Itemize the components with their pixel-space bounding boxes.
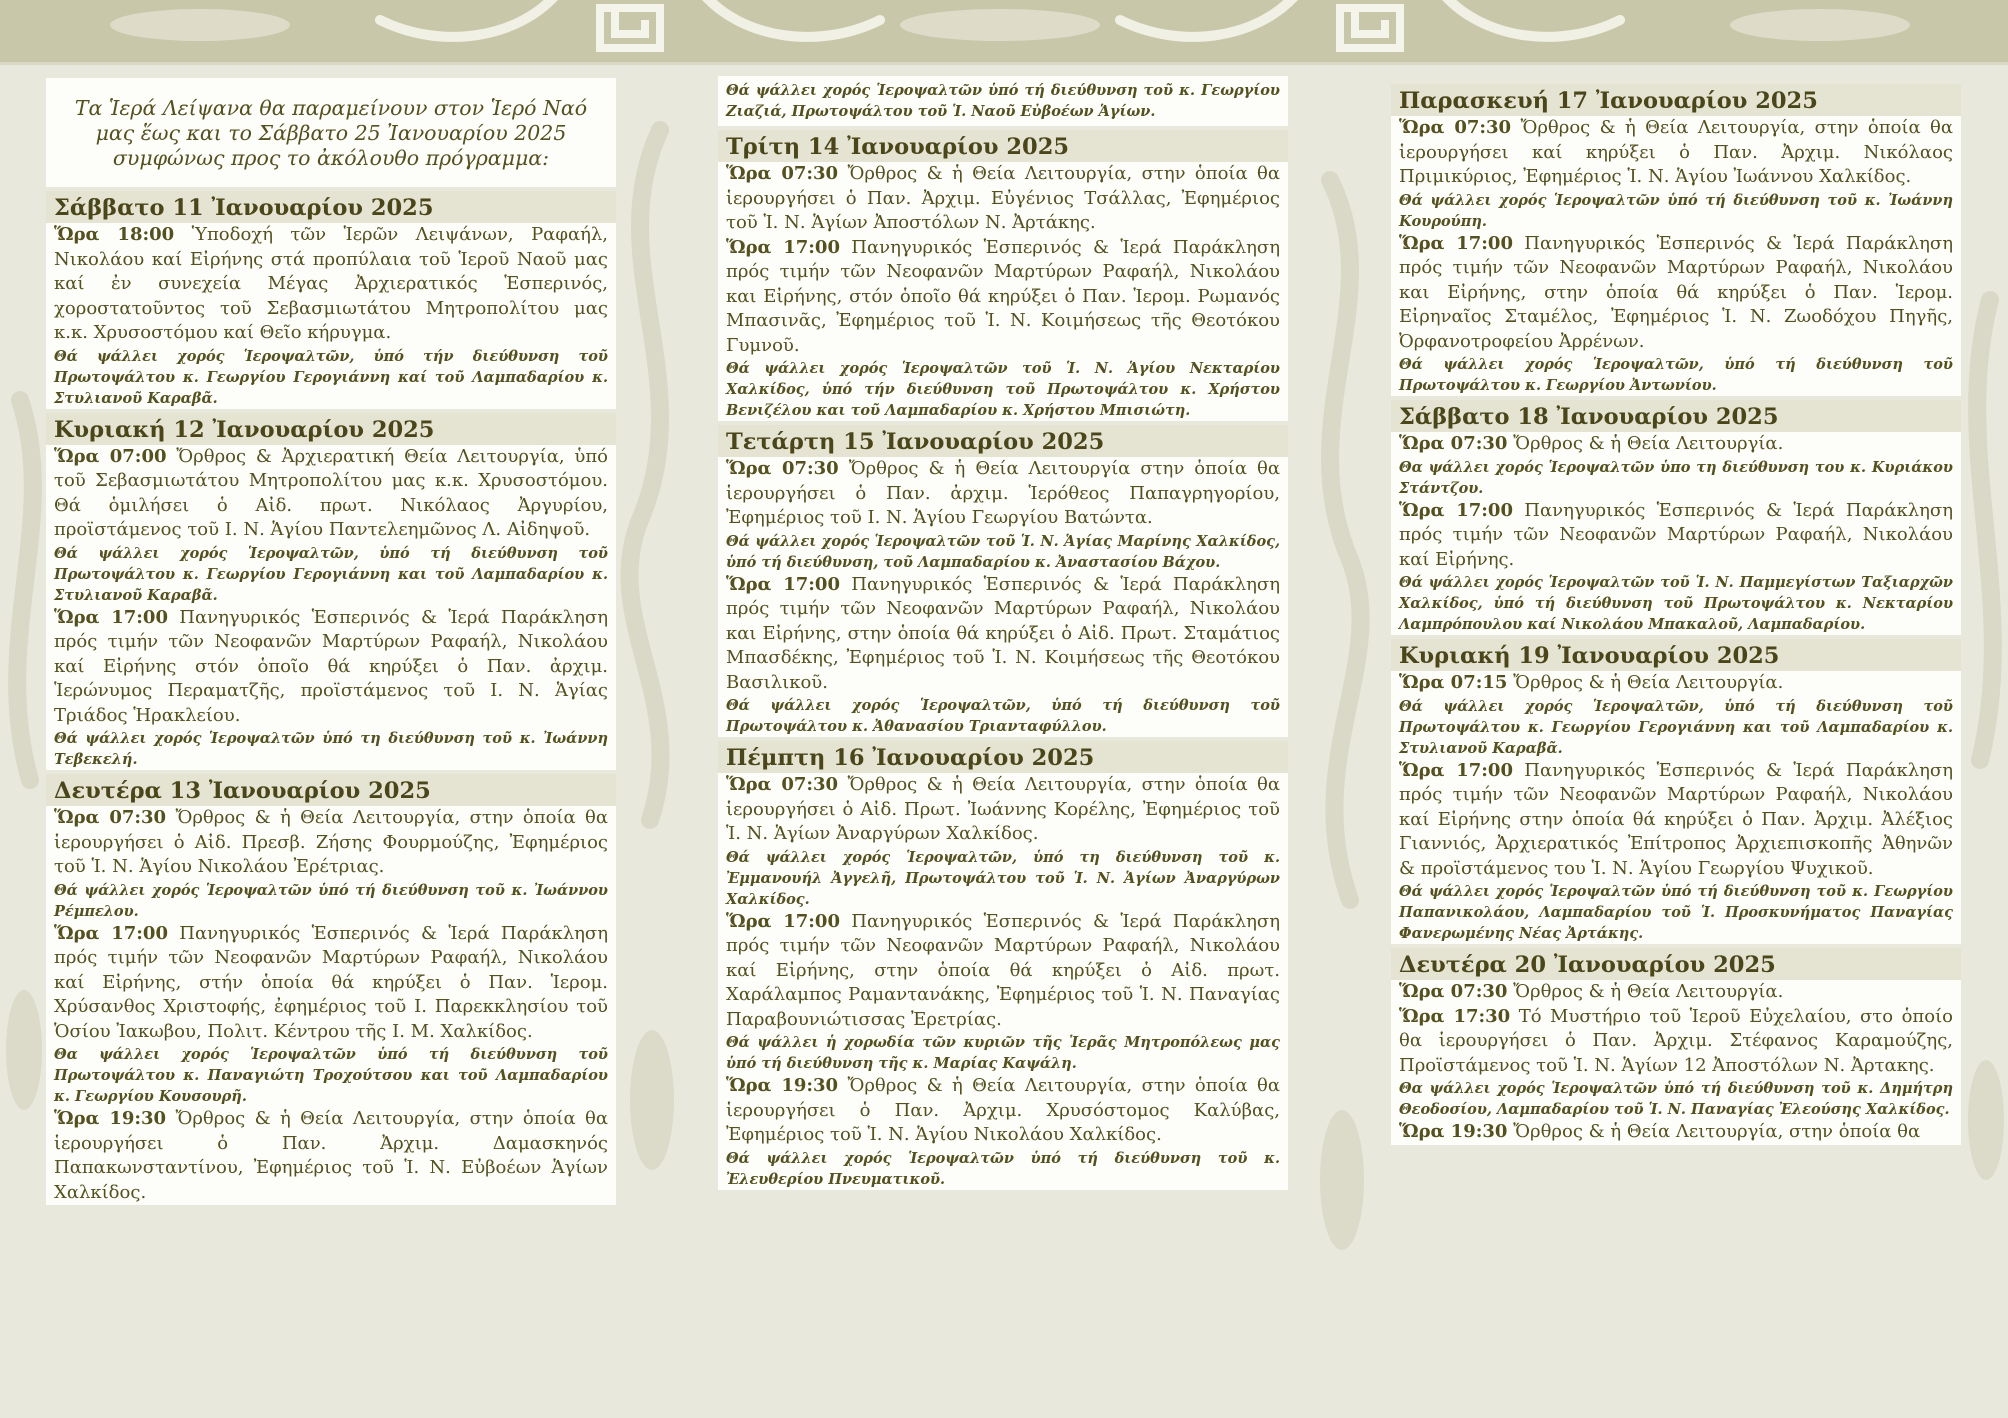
day-title: Σάββατο 11 Ἰανουαρίου 2025 bbox=[46, 191, 616, 223]
service-entry: Ὥρα 17:00 Πανηγυρικός Ἑσπερινός & Ἱερά Παράκληση πρός τιμήν τῶν Νεοφανῶν Μαρτύρων Ραφαήλ, Νικολάου καί Εἰρήνης. bbox=[1391, 499, 1961, 573]
greek-ornament-icon bbox=[0, 0, 2008, 62]
choir-note: Θά ψάλλει χορός Ἱεροψαλτῶν τοῦ Ἱ. Ν. Ἁγίας Μαρίνης Χαλκίδος, ὑπό τή διεύθυνση, τοῦ Λαμπαδαρίου κ. Ἀναστασίου Βάχου. bbox=[718, 531, 1288, 573]
choir-note: Θά ψάλλει ἡ χορωδία τῶν κυριῶν τῆς Ἱερᾶς Μητροπόλεως μας ὑπό τή διεύθυνση τῆς κ. Μαρίας Καψάλη. bbox=[718, 1032, 1288, 1074]
choir-note: Θά ψάλλει χορός Ἱεροψαλτῶν ὑπό τή διεύθυνση τοῦ κ. Γεωργίου Ζιαζιά, Πρωτοψάλτου τοῦ Ἱ. Ναοῦ Εὐβοέων Ἁγίων. bbox=[718, 76, 1288, 126]
service-entry: Ὥρα 07:00 Ὄρθρος & Ἀρχιερατική Θεία Λειτουργία, ὑπό τοῦ Σεβασμιωτάτου Μητροπολίτου μας κ.κ. Χρυσοστόμου. Θά ὁμιλήσει ὁ Αἰδ. πρωτ. Νικόλαος Ἀργυρίου, προϊστάμενος τοῦ Ι. Ν. Ἁγίου Παντελεημῶνος Λ. Αἰδηψοῦ. bbox=[46, 445, 616, 543]
service-entry: Ὥρα 17:00 Πανηγυρικός Ἑσπερινός & Ἱερά Παράκληση πρός τιμήν τῶν Νεοφανῶν Μαρτύρων Ραφαήλ, Νικολάου και Εἰρήνης, στην ὁποία θά κηρύξει ὁ Αἰδ. Πρωτ. Σταμάτιος Μπασδέκης, Ἐφημέριος τοῦ Ἱ. Ν. Κοιμήσεως τῆς Θεοτόκου Βασιλικοῦ. bbox=[718, 573, 1288, 696]
day-title: Σάββατο 18 Ἰανουαρίου 2025 bbox=[1391, 400, 1961, 432]
day-section bbox=[46, 413, 616, 771]
day-section bbox=[1391, 639, 1961, 944]
service-entry: Ὥρα 19:30 Ὄρθρος & ἡ Θεία Λειτουργία, στην ὁποία θα ἱερουργήσει ὁ Παν. Ἀρχιμ. Δαμασκηνός Παπακωνσταντίνου, Ἐφημέριος τοῦ Ἱ. Ν. Εὐβοέων Ἁγίων Χαλκίδος. bbox=[46, 1107, 616, 1205]
service-entry: Ὥρα 07:30 Ὄρθρος & ἡ Θεία Λειτουργία, στην ὁποία θα ἱερουργήσει ὁ Αἰδ. Πρεσβ. Ζήσης Φουρμούζης, Ἐφημέριος τοῦ Ἱ. Ν. Ἁγίου Νικολάου Ἐρέτριας. bbox=[46, 806, 616, 880]
choir-note: Θά ψάλλει χορός Ἱεροψαλτῶν ὑπό τή διεύθυνση τοῦ κ. Γεωργίου Παπανικολάου, Λαμπαδαρίου τοῦ Ἱ. Προσκυνήματος Παναγίας Φανερωμένης Νέας Ἀρτάκης. bbox=[1391, 881, 1961, 944]
day-section bbox=[1391, 948, 1961, 1145]
choir-note: Θά ψάλλει χορός Ἱεροψαλτῶν, ὑπό τή διεύθυνση τοῦ Πρωτοψάλτου κ. Γεωργίου Γερογιάννη και τοῦ Λαμπαδαρίου κ. Στυλιανοῦ Καραβᾶ. bbox=[1391, 696, 1961, 759]
service-entry: Ὥρα 07:30 Ὄρθρος & ἡ Θεία Λειτουργία. bbox=[1391, 432, 1961, 457]
service-entry: Ὥρα 07:15 Ὄρθρος & ἡ Θεία Λειτουργία. bbox=[1391, 671, 1961, 696]
day-title: Παρασκευή 17 Ἰανουαρίου 2025 bbox=[1391, 84, 1961, 116]
service-entry: Ὥρα 19:30 Ὄρθρος & ἡ Θεία Λειτουργία, στην ὁποία θα bbox=[1391, 1120, 1961, 1145]
service-entry: Ὥρα 17:30 Τό Μυστήριο τοῦ Ἱεροῦ Εὐχελαίου, στο ὁποίο θα ἱερουργήσει ὁ Παν. Ἀρχιμ. Στέφανος Καραμούζης, Προϊστάμενος τοῦ Ἱ. Ν. Ἁγίων 12 Ἀποστόλων Ν. Ἀρτακης. bbox=[1391, 1005, 1961, 1079]
choir-note: Θά ψάλλει χορός Ἱεροψαλτῶν, ὑπό τή διεύθυνση τοῦ Πρωτοψάλτου κ. Ἀθανασίου Τριανταφύλλου. bbox=[718, 695, 1288, 737]
choir-note: Θά ψάλλει χορός Ἱεροψαλτῶν, ὑπό τη διεύθυνση τοῦ κ. Ἐμμανουήλ Ἀγγελῆ, Πρωτοψάλτου τοῦ Ἱ. Ν. Ἁγίων Ἀναργύρων Χαλκίδος. bbox=[718, 847, 1288, 910]
service-entry: Ὥρα 17:00 Πανηγυρικός Ἑσπερινός & Ἱερά Παράκληση πρός τιμήν τῶν Νεοφανῶν Μαρτύρων Ραφαήλ, Νικολάου καί Εἰρήνης στόν ὁποῖο θά κηρύξει ὁ Παν. ἀρχιμ. Ἱερώνυμος Περαματζῆς, προϊστάμενος τοῦ Ι. Ν. Ἁγίας Τριάδος Ἡρακλείου. bbox=[46, 606, 616, 729]
choir-note: Θά ψάλλει χορός Ἱεροψαλτῶν τοῦ Ἱ. Ν. Παμμεγίστων Ταξιαρχῶν Χαλκίδος, ὑπό τή διεύθυνση τοῦ Πρωτοψάλτου κ. Νεκταρίου Λαμπρόπουλου καί Νικολάου Μπακαλοῦ, Λαμπαδαρίου. bbox=[1391, 572, 1961, 635]
day-title: Τρίτη 14 Ἰανουαρίου 2025 bbox=[718, 130, 1288, 162]
choir-note: Θα ψάλλει χορός Ἱεροψαλτῶν ὑπό τή διεύθυνση τοῦ Πρωτοψάλτου κ. Παναγιώτη Τροχούτσου και τοῦ Λαμπαδαρίου κ. Γεωργίου Κουσουρῆ. bbox=[46, 1044, 616, 1107]
day-title: Κυριακή 19 Ἰανουαρίου 2025 bbox=[1391, 639, 1961, 671]
choir-note: Θά ψάλλει χορός Ἱεροψαλτῶν ὑπό τή διεύθυνση τοῦ κ. Ἰωάννου Ρέμπελου. bbox=[46, 880, 616, 922]
schedule-column-2 bbox=[718, 62, 1288, 1418]
service-entry: Ὥρα 07:30 Ὄρθρος & ἡ Θεία Λειτουργία, στην ὁποία θα ἱερουργήσει καί κηρύξει ὁ Παν. Ἀρχιμ. Νικόλαος Πριμικύριος, Ἐφημέριος Ἱ. Ν. Ἁγίου Ἰωάννου Χαλκίδος. bbox=[1391, 116, 1961, 190]
day-title: Τετάρτη 15 Ἰανουαρίου 2025 bbox=[718, 425, 1288, 457]
day-section bbox=[46, 191, 616, 409]
day-section bbox=[1391, 84, 1961, 396]
service-entry: Ὥρα 07:30 Ὄρθρος & ἡ Θεία Λειτουργία, στην ὁποία θα ἱερουργήσει ὁ Αἰδ. Πρωτ. Ἰωάννης Κορέλης, Ἐφημέριος τοῦ Ἱ. Ν. Ἁγίων Ἀναργύρων Χαλκίδος. bbox=[718, 773, 1288, 847]
service-entry: Ὥρα 17:00 Πανηγυρικός Ἑσπερινός & Ἱερά Παράκληση πρός τιμήν τῶν Νεοφανῶν Μαρτύρων Ραφαήλ, Νικολάου καί Εἰρήνης, στην ὁποία θά κηρύξει ὁ Αἰδ. πρωτ. Χαράλαμπος Ραμαντανάκης, Ἐφημέριος τοῦ Ἱ. Ν. Παναγίας Παραβουνιώτισσας Ἐρετρίας. bbox=[718, 910, 1288, 1033]
choir-note: Θά ψάλλει χορός Ἱεροψαλτῶν ὑπό τή διεύθυνση τοῦ κ. Ἐλευθερίου Πνευματικοῦ. bbox=[718, 1148, 1288, 1190]
schedule-column-3 bbox=[1391, 62, 1961, 1418]
day-title: Δευτέρα 20 Ἰανουαρίου 2025 bbox=[1391, 948, 1961, 980]
choir-note: Θα ψάλλει χορός Ἱεροψαλτῶν ὑπο τη διεύθυνση του κ. Κυριάκου Στάντζου. bbox=[1391, 457, 1961, 499]
service-entry: Ὥρα 07:30 Ὄρθρος & ἡ Θεία Λειτουργία, στην ὁποία θα ἱερουργήσει ὁ Παν. Ἀρχιμ. Εὐγένιος Τσάλλας, Ἐφημέριος τοῦ Ἱ. Ν. Ἁγίων Ἀποστόλων Ν. Ἀρτάκης. bbox=[718, 162, 1288, 236]
day-section bbox=[46, 774, 616, 1205]
choir-note: Θά ψάλλει χορός Ἱεροψαλτῶν, ὑπό τή διεύθυνση τοῦ Πρωτοψάλτου κ. Γεωργίου Γερογιάννη και τοῦ Λαμπαδαρίου κ. Στυλιανοῦ Καραβᾶ. bbox=[46, 543, 616, 606]
choir-note: Θά ψάλλει χορός Ἱεροψαλτῶν, ὑπό τή διεύθυνση τοῦ Πρωτοψάλτου κ. Γεωργίου Ἀντωνίου. bbox=[1391, 354, 1961, 396]
day-section bbox=[1391, 400, 1961, 635]
day-section bbox=[718, 425, 1288, 737]
choir-note: Θά ψάλλει χορός Ἱεροψαλτῶν, ὑπό τήν διεύθυνση τοῦ Πρωτοψάλτου κ. Γεωργίου Γερογιάννη καί τοῦ Λαμπαδαρίου κ. Στυλιανοῦ Καραβᾶ. bbox=[46, 346, 616, 409]
service-entry: Ὥρα 17:00 Πανηγυρικός Ἑσπερινός & Ἱερά Παράκληση πρός τιμήν τῶν Νεοφανῶν Μαρτύρων Ραφαήλ, Νικολάου και Εἰρήνης, στην ὁποία θά κηρύξει ὁ Παν. Ἱερομ. Εἰρηναῖος Σταμέλος, Ἐφημέριος Ἱ. Ν. Ζωοδόχου Πηγῆς, Ὀρφανοτροφείου Ἀρρένων. bbox=[1391, 232, 1961, 355]
day-title: Δευτέρα 13 Ἰανουαρίου 2025 bbox=[46, 774, 616, 806]
day-title: Κυριακή 12 Ἰανουαρίου 2025 bbox=[46, 413, 616, 445]
service-entry: Ὥρα 19:30 Ὄρθρος & ἡ Θεία Λειτουργία, στην ὁποία θα ἱερουργήσει ὁ Παν. Ἀρχιμ. Χρυσόστομος Καλύβας, Ἐφημέριος τοῦ Ἱ. Ν. Ἁγίου Νικολάου Χαλκίδος. bbox=[718, 1074, 1288, 1148]
service-entry: Ὥρα 07:30 Ὄρθρος & ἡ Θεία Λειτουργία στην ὁποία θα ἱερουργήσει ὁ Παν. ἀρχιμ. Ἱερόθεος Παπαγρηγορίου, Ἐφημέριος τοῦ Ι. Ν. Ἁγίου Γεωργίου Βατώντα. bbox=[718, 457, 1288, 531]
service-entry: Ὥρα 17:00 Πανηγυρικός Ἑσπερινός & Ἱερά Παράκληση πρός τιμήν τῶν Νεοφανῶν Μαρτύρων Ραφαήλ, Νικολάου και Εἰρήνης, στόν ὁποῖο θά κηρύξει ὁ Παν. Ἱερομ. Ρωμανός Μπασινᾶς, Ἐφημέριος τοῦ Ἱ. Ν. Κοιμήσεως τῆς Θεοτόκου Γυμνοῦ. bbox=[718, 236, 1288, 359]
choir-note: Θα ψάλλει χορός Ἱεροψαλτῶν ὑπό τή διεύθυνση τοῦ κ. Δημήτρη Θεοδοσίου, Λαμπαδαρίου τοῦ Ἱ. Ν. Παναγίας Ἐλεούσης Χαλκίδος. bbox=[1391, 1078, 1961, 1120]
day-title: Πέμπτη 16 Ἰανουαρίου 2025 bbox=[718, 741, 1288, 773]
choir-note: Θά ψάλλει χορός Ἱεροψαλτῶν ὑπό τη διεύθυνση τοῦ κ. Ἰωάννη Τεβεκελή. bbox=[46, 728, 616, 770]
service-entry: Ὥρα 17:00 Πανηγυρικός Ἑσπερινός & Ἱερά Παράκληση πρός τιμήν τῶν Νεοφανῶν Μαρτύρων Ραφαήλ, Νικολάου καί Εἰρήνης στην ὁποία θά κηρύξει ὁ Παν. Ἀρχιμ. Ἀλέξιος Γιαννιός, Ἀρχιερατικός Ἐπίτροπος Ἀρχιεπισκοπῆς Ἀθηνῶν & προϊστάμενος του Ἱ. Ν. Ἁγίου Γεωργίου Ψυχικοῦ. bbox=[1391, 759, 1961, 882]
intro-text: Τα Ἱερά Λείψανα θα παραμείνουν στον Ἱερό Ναό μας ἕως και το Σάββατο 25 Ἰανουαρίου 2025 συμφώνως προς το ἀκόλουθο πρόγραμμα: bbox=[46, 78, 616, 187]
choir-note: Θά ψάλλει χορός Ἱεροψαλτῶν ὑπό τή διεύθυνση τοῦ κ. Ἰωάννη Κουρούπη. bbox=[1391, 190, 1961, 232]
schedule-column-1 bbox=[46, 62, 616, 1418]
service-entry: Ὥρα 18:00 Ὑποδοχή τῶν Ἱερῶν Λειψάνων, Ραφαήλ, Νικολάου καί Εἰρήνης στά προπύλαια τοῦ Ἱεροῦ Ναοῦ μας καί ἐν συνεχεία Μέγας Ἀρχιερατικός Ἑσπερινός, χοροστατοῦντος τοῦ Σεβασμιωτάτου Μητροπολίτου μας κ.κ. Χρυσοστόμου καί Θεῖο κήρυγμα. bbox=[46, 223, 616, 346]
service-entry: Ὥρα 07:30 Ὄρθρος & ἡ Θεία Λειτουργία. bbox=[1391, 980, 1961, 1005]
day-section bbox=[718, 741, 1288, 1190]
day-section bbox=[718, 130, 1288, 421]
header-ornament-band bbox=[0, 0, 2008, 65]
choir-note: Θά ψάλλει χορός Ἱεροψαλτῶν τοῦ Ἱ. Ν. Ἁγίου Νεκταρίου Χαλκίδος, ὑπό τήν διεύθυνση τοῦ Πρωτοψάλτου κ. Χρήστου Βενιζέλου και τοῦ Λαμπαδαρίου κ. Χρήστου Μπισιώτη. bbox=[718, 358, 1288, 421]
service-entry: Ὥρα 17:00 Πανηγυρικός Ἑσπερινός & Ἱερά Παράκληση πρός τιμήν τῶν Νεοφανῶν Μαρτύρων Ραφαήλ, Νικολάου καί Εἰρήνης, στήν ὁποία θά κηρύξει ὁ Παν. Ἱερομ. Χρύσανθος Χριστοφής, ἐφημέριος τοῦ Ι. Παρεκκλησίου τοῦ Ὁσίου Ἰακωβου, Πολιτ. Κέντρου τῆς Ι. Μ. Χαλκίδος. bbox=[46, 922, 616, 1045]
